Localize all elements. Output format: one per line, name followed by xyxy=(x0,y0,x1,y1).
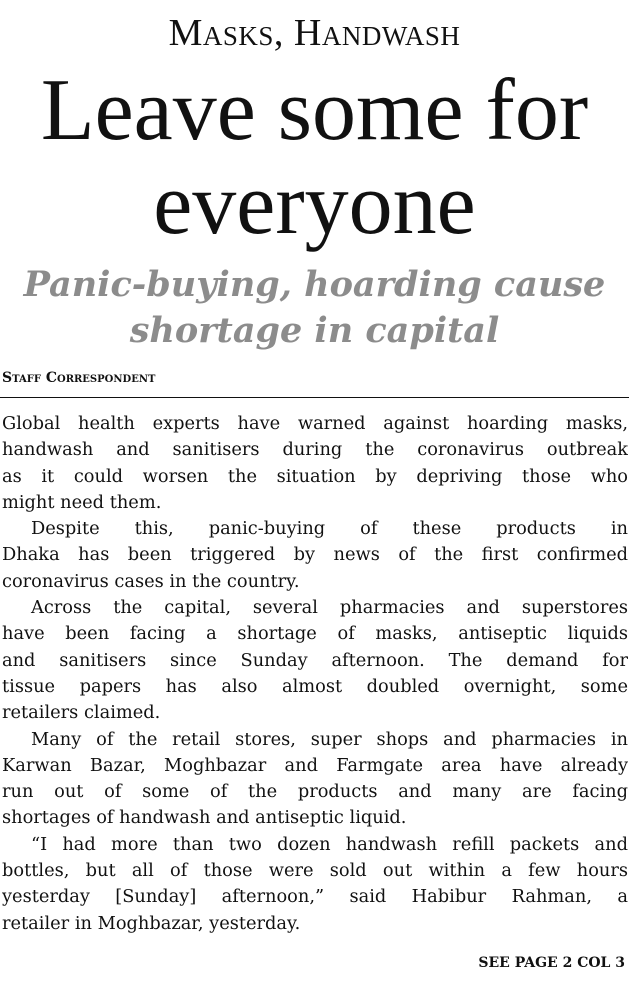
text-line: Across the capital, several pharmacies and superstores xyxy=(31,597,628,619)
subheadline xyxy=(0,262,629,354)
subheadline-line: shortage in capital xyxy=(129,310,500,351)
text-line: “I had more than two dozen handwash refill packets and xyxy=(31,833,628,855)
text-line: yesterday [Sunday] afternoon,” said Habibur Rahman, a xyxy=(2,886,628,908)
text-line: Global health experts have warned against hoarding masks, xyxy=(2,413,628,434)
article-body xyxy=(2,411,628,937)
subheadline-line: Panic-buying, hoarding cause xyxy=(23,264,606,305)
paragraph xyxy=(2,516,628,595)
paragraph xyxy=(2,727,628,832)
text-line: might need them. xyxy=(2,491,162,513)
byline: Staff Correspondent xyxy=(2,370,156,386)
text-line: Despite this, panic-buying of these products in xyxy=(31,518,628,540)
paragraph xyxy=(2,411,628,516)
text-line: tissue papers has also almost doubled overnight, some xyxy=(2,675,628,697)
text-line: coronavirus cases in the country. xyxy=(2,570,300,592)
headline-line: everyone xyxy=(153,156,476,253)
text-line: retailer in Moghbazar, yesterday. xyxy=(2,912,301,934)
text-line: run out of some of the products and many are facing xyxy=(2,781,628,803)
headline-line: Leave some for xyxy=(40,62,589,159)
paragraph xyxy=(2,832,628,937)
text-line: as it could worsen the situation by depriving those who xyxy=(2,465,628,487)
text-line: Dhaka has been triggered by news of the first confirmed xyxy=(2,544,628,566)
text-line: Karwan Bazar, Moghbazar and Farmgate area have already xyxy=(2,754,628,776)
continuation-jump: SEE PAGE 2 COL 3 xyxy=(478,955,625,971)
text-line: handwash and sanitisers during the coronavirus outbreak xyxy=(2,439,628,461)
text-line: and sanitisers since Sunday afternoon. The demand for xyxy=(2,649,628,671)
text-line: Many of the retail stores, super shops and pharmacies in xyxy=(31,728,628,750)
headline xyxy=(0,64,629,252)
text-line: retailers claimed. xyxy=(2,702,161,724)
text-line: have been facing a shortage of masks, antiseptic liquids xyxy=(2,623,628,645)
paragraph xyxy=(2,595,628,726)
text-line: bottles, but all of those were sold out within a few hours xyxy=(2,860,628,882)
byline-divider xyxy=(0,397,629,398)
text-line: shortages of handwash and antiseptic liquid. xyxy=(2,807,407,829)
kicker: Masks, Handwash xyxy=(168,12,461,54)
